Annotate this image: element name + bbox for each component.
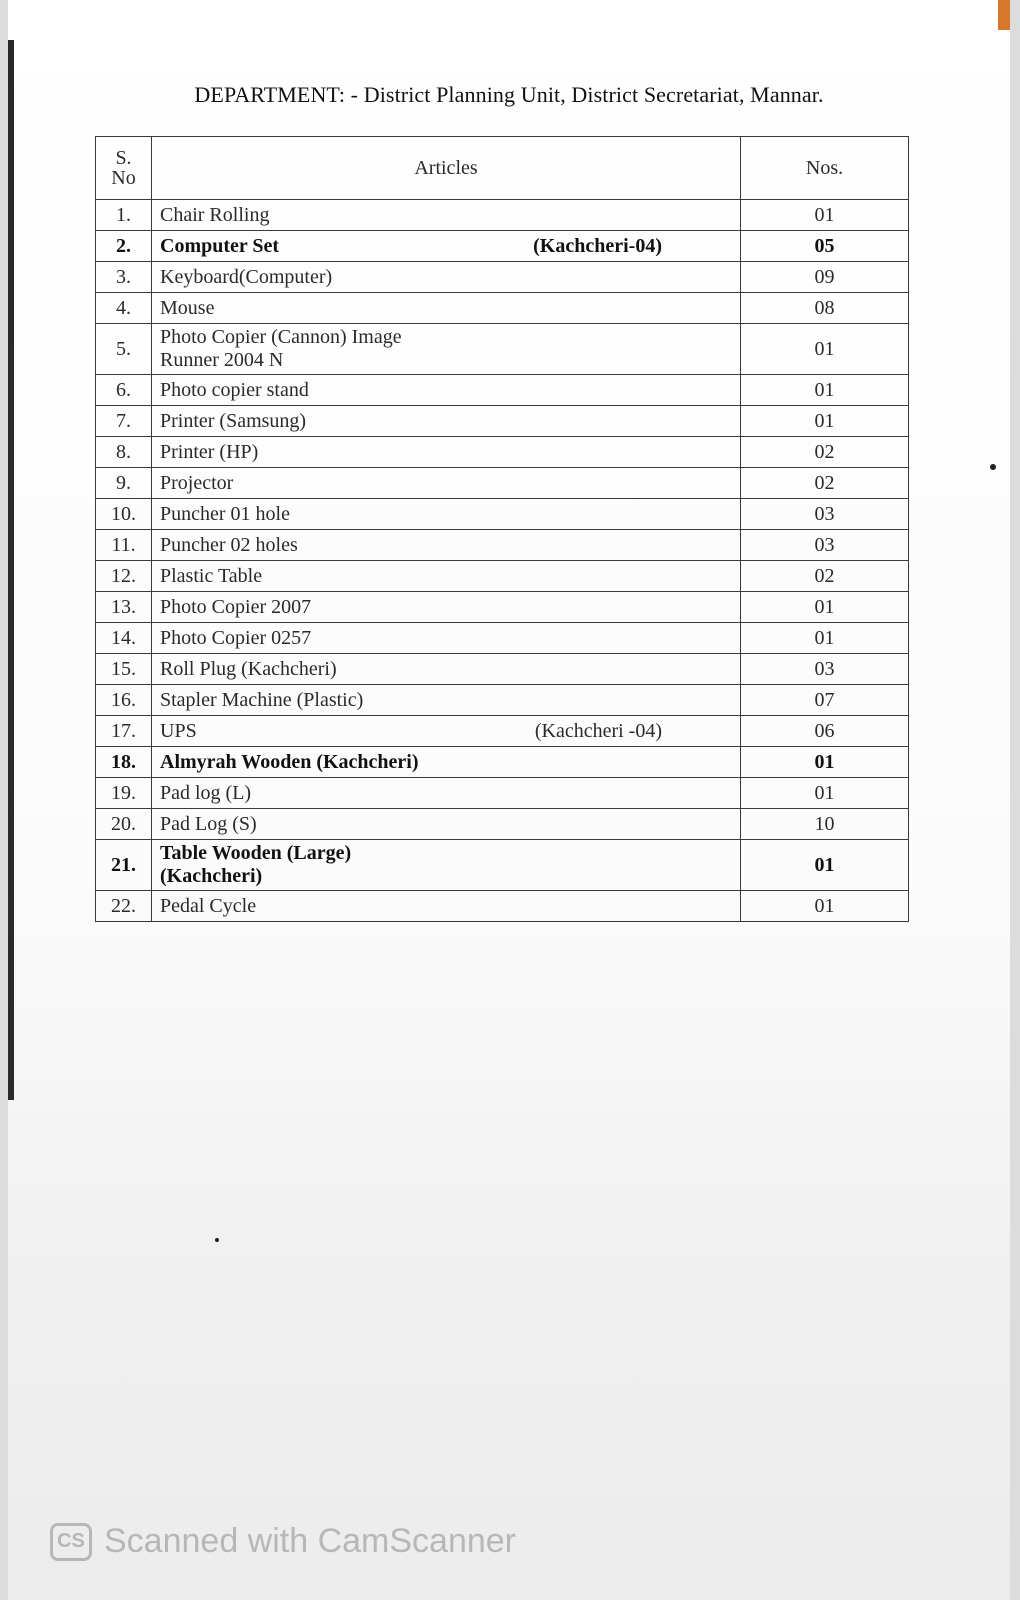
article-name: Puncher 02 holes bbox=[160, 533, 298, 556]
serial-number-cell: 19. bbox=[96, 778, 152, 809]
quantity-cell: 02 bbox=[741, 437, 909, 468]
article-name: Photo Copier 0257 bbox=[160, 626, 312, 649]
table-row bbox=[96, 716, 909, 747]
serial-number-cell: 20. bbox=[96, 809, 152, 840]
table-row bbox=[96, 324, 909, 375]
table-row bbox=[96, 406, 909, 437]
article-name-continued: (Kachcheri) bbox=[160, 865, 263, 887]
quantity-cell: 03 bbox=[741, 530, 909, 561]
serial-number-cell: 9. bbox=[96, 468, 152, 499]
table-row bbox=[96, 231, 909, 262]
article-cell bbox=[152, 262, 741, 293]
article-name: Printer (HP) bbox=[160, 440, 259, 463]
quantity-cell: 05 bbox=[741, 231, 909, 262]
table-row bbox=[96, 200, 909, 231]
article-name: Table Wooden (Large) bbox=[160, 842, 352, 864]
quantity-cell: 01 bbox=[741, 840, 909, 891]
table-row bbox=[96, 685, 909, 716]
table-row bbox=[96, 262, 909, 293]
article-name: UPS bbox=[160, 719, 197, 742]
article-cell bbox=[152, 468, 741, 499]
quantity-cell: 01 bbox=[741, 891, 909, 922]
article-cell bbox=[152, 561, 741, 592]
article-name: Puncher 01 hole bbox=[160, 502, 290, 525]
table-row bbox=[96, 891, 909, 922]
article-location-note: (Kachcheri -04) bbox=[534, 719, 662, 742]
article-cell bbox=[152, 499, 741, 530]
table-row bbox=[96, 623, 909, 654]
serial-number-cell: 22. bbox=[96, 891, 152, 922]
serial-number-cell: 15. bbox=[96, 654, 152, 685]
table-row bbox=[96, 592, 909, 623]
article-cell bbox=[152, 747, 741, 778]
article-location-note: (Kachcheri-04) bbox=[533, 234, 662, 257]
table-row bbox=[96, 293, 909, 324]
serial-number-cell: 6. bbox=[96, 375, 152, 406]
article-name: Photo copier stand bbox=[160, 378, 309, 401]
table-row bbox=[96, 747, 909, 778]
quantity-cell: 06 bbox=[741, 716, 909, 747]
serial-number-cell: 3. bbox=[96, 262, 152, 293]
camscanner-watermark bbox=[50, 1522, 516, 1561]
serial-number-cell: 12. bbox=[96, 561, 152, 592]
article-cell bbox=[152, 623, 741, 654]
article-name: Mouse bbox=[160, 296, 215, 319]
article-name: Plastic Table bbox=[160, 564, 263, 587]
camscanner-logo-icon: CS bbox=[50, 1523, 92, 1561]
serial-number-cell: 11. bbox=[96, 530, 152, 561]
article-cell bbox=[152, 716, 741, 747]
article-cell bbox=[152, 200, 741, 231]
article-cell bbox=[152, 324, 741, 375]
table-row bbox=[96, 468, 909, 499]
table-row bbox=[96, 778, 909, 809]
page-corner-tab bbox=[998, 0, 1010, 30]
quantity-cell: 01 bbox=[741, 200, 909, 231]
quantity-cell: 02 bbox=[741, 468, 909, 499]
article-name: Computer Set bbox=[160, 234, 280, 257]
header-sno-line2: No bbox=[111, 167, 136, 189]
table-row bbox=[96, 375, 909, 406]
serial-number-cell: 4. bbox=[96, 293, 152, 324]
serial-number-cell: 1. bbox=[96, 200, 152, 231]
inventory-table bbox=[95, 136, 909, 922]
watermark-text: Scanned with CamScanner bbox=[104, 1522, 517, 1560]
article-cell bbox=[152, 293, 741, 324]
quantity-cell: 10 bbox=[741, 809, 909, 840]
serial-number-cell: 7. bbox=[96, 406, 152, 437]
quantity-cell: 03 bbox=[741, 499, 909, 530]
serial-number-cell: 2. bbox=[96, 231, 152, 262]
article-name: Photo Copier 2007 bbox=[160, 595, 312, 618]
article-cell bbox=[152, 530, 741, 561]
article-name: Pedal Cycle bbox=[160, 894, 257, 917]
quantity-cell: 03 bbox=[741, 654, 909, 685]
table-row bbox=[96, 561, 909, 592]
table-body bbox=[96, 200, 909, 922]
quantity-cell: 01 bbox=[741, 747, 909, 778]
article-name: Keyboard(Computer) bbox=[160, 265, 333, 288]
article-cell bbox=[152, 654, 741, 685]
quantity-cell: 01 bbox=[741, 324, 909, 375]
serial-number-cell: 10. bbox=[96, 499, 152, 530]
article-cell bbox=[152, 375, 741, 406]
article-cell bbox=[152, 778, 741, 809]
quantity-cell: 01 bbox=[741, 592, 909, 623]
serial-number-cell: 8. bbox=[96, 437, 152, 468]
quantity-cell: 09 bbox=[741, 262, 909, 293]
article-cell bbox=[152, 809, 741, 840]
article-name: Almyrah Wooden (Kachcheri) bbox=[160, 750, 419, 773]
header-serial-number bbox=[96, 137, 152, 200]
article-cell bbox=[152, 406, 741, 437]
article-cell bbox=[152, 840, 741, 891]
quantity-cell: 07 bbox=[741, 685, 909, 716]
quantity-cell: 01 bbox=[741, 623, 909, 654]
scan-speck bbox=[215, 1238, 219, 1242]
article-name: Stapler Machine (Plastic) bbox=[160, 688, 364, 711]
article-name-continued: Runner 2004 N bbox=[160, 349, 284, 371]
table-row bbox=[96, 499, 909, 530]
binding-edge bbox=[8, 40, 14, 1100]
article-cell bbox=[152, 437, 741, 468]
serial-number-cell: 18. bbox=[96, 747, 152, 778]
article-name: Projector bbox=[160, 471, 234, 494]
serial-number-cell: 5. bbox=[96, 324, 152, 375]
quantity-cell: 02 bbox=[741, 561, 909, 592]
quantity-cell: 01 bbox=[741, 778, 909, 809]
header-nos: Nos. bbox=[741, 137, 909, 200]
table-row bbox=[96, 840, 909, 891]
serial-number-cell: 21. bbox=[96, 840, 152, 891]
article-name: Photo Copier (Cannon) Image bbox=[160, 326, 402, 348]
article-name: Pad Log (S) bbox=[160, 812, 257, 835]
serial-number-cell: 17. bbox=[96, 716, 152, 747]
quantity-cell: 01 bbox=[741, 375, 909, 406]
scan-speck bbox=[990, 464, 996, 470]
article-cell bbox=[152, 592, 741, 623]
quantity-cell: 08 bbox=[741, 293, 909, 324]
serial-number-cell: 13. bbox=[96, 592, 152, 623]
article-cell bbox=[152, 231, 741, 262]
serial-number-cell: 14. bbox=[96, 623, 152, 654]
article-name: Roll Plug (Kachcheri) bbox=[160, 657, 337, 680]
table-header-row bbox=[96, 137, 909, 200]
document-page bbox=[8, 0, 1010, 1600]
article-name: Pad log (L) bbox=[160, 781, 252, 804]
table-row bbox=[96, 654, 909, 685]
article-name: Printer (Samsung) bbox=[160, 409, 307, 432]
article-cell bbox=[152, 685, 741, 716]
table-row bbox=[96, 809, 909, 840]
header-articles: Articles bbox=[152, 137, 741, 200]
table-row bbox=[96, 437, 909, 468]
quantity-cell: 01 bbox=[741, 406, 909, 437]
article-name: Chair Rolling bbox=[160, 203, 270, 226]
article-cell bbox=[152, 891, 741, 922]
department-title: DEPARTMENT: - District Planning Unit, District Secretariat, Mannar. bbox=[194, 82, 824, 107]
header-sno-line1: S. bbox=[115, 147, 132, 169]
table-row bbox=[96, 530, 909, 561]
serial-number-cell: 16. bbox=[96, 685, 152, 716]
